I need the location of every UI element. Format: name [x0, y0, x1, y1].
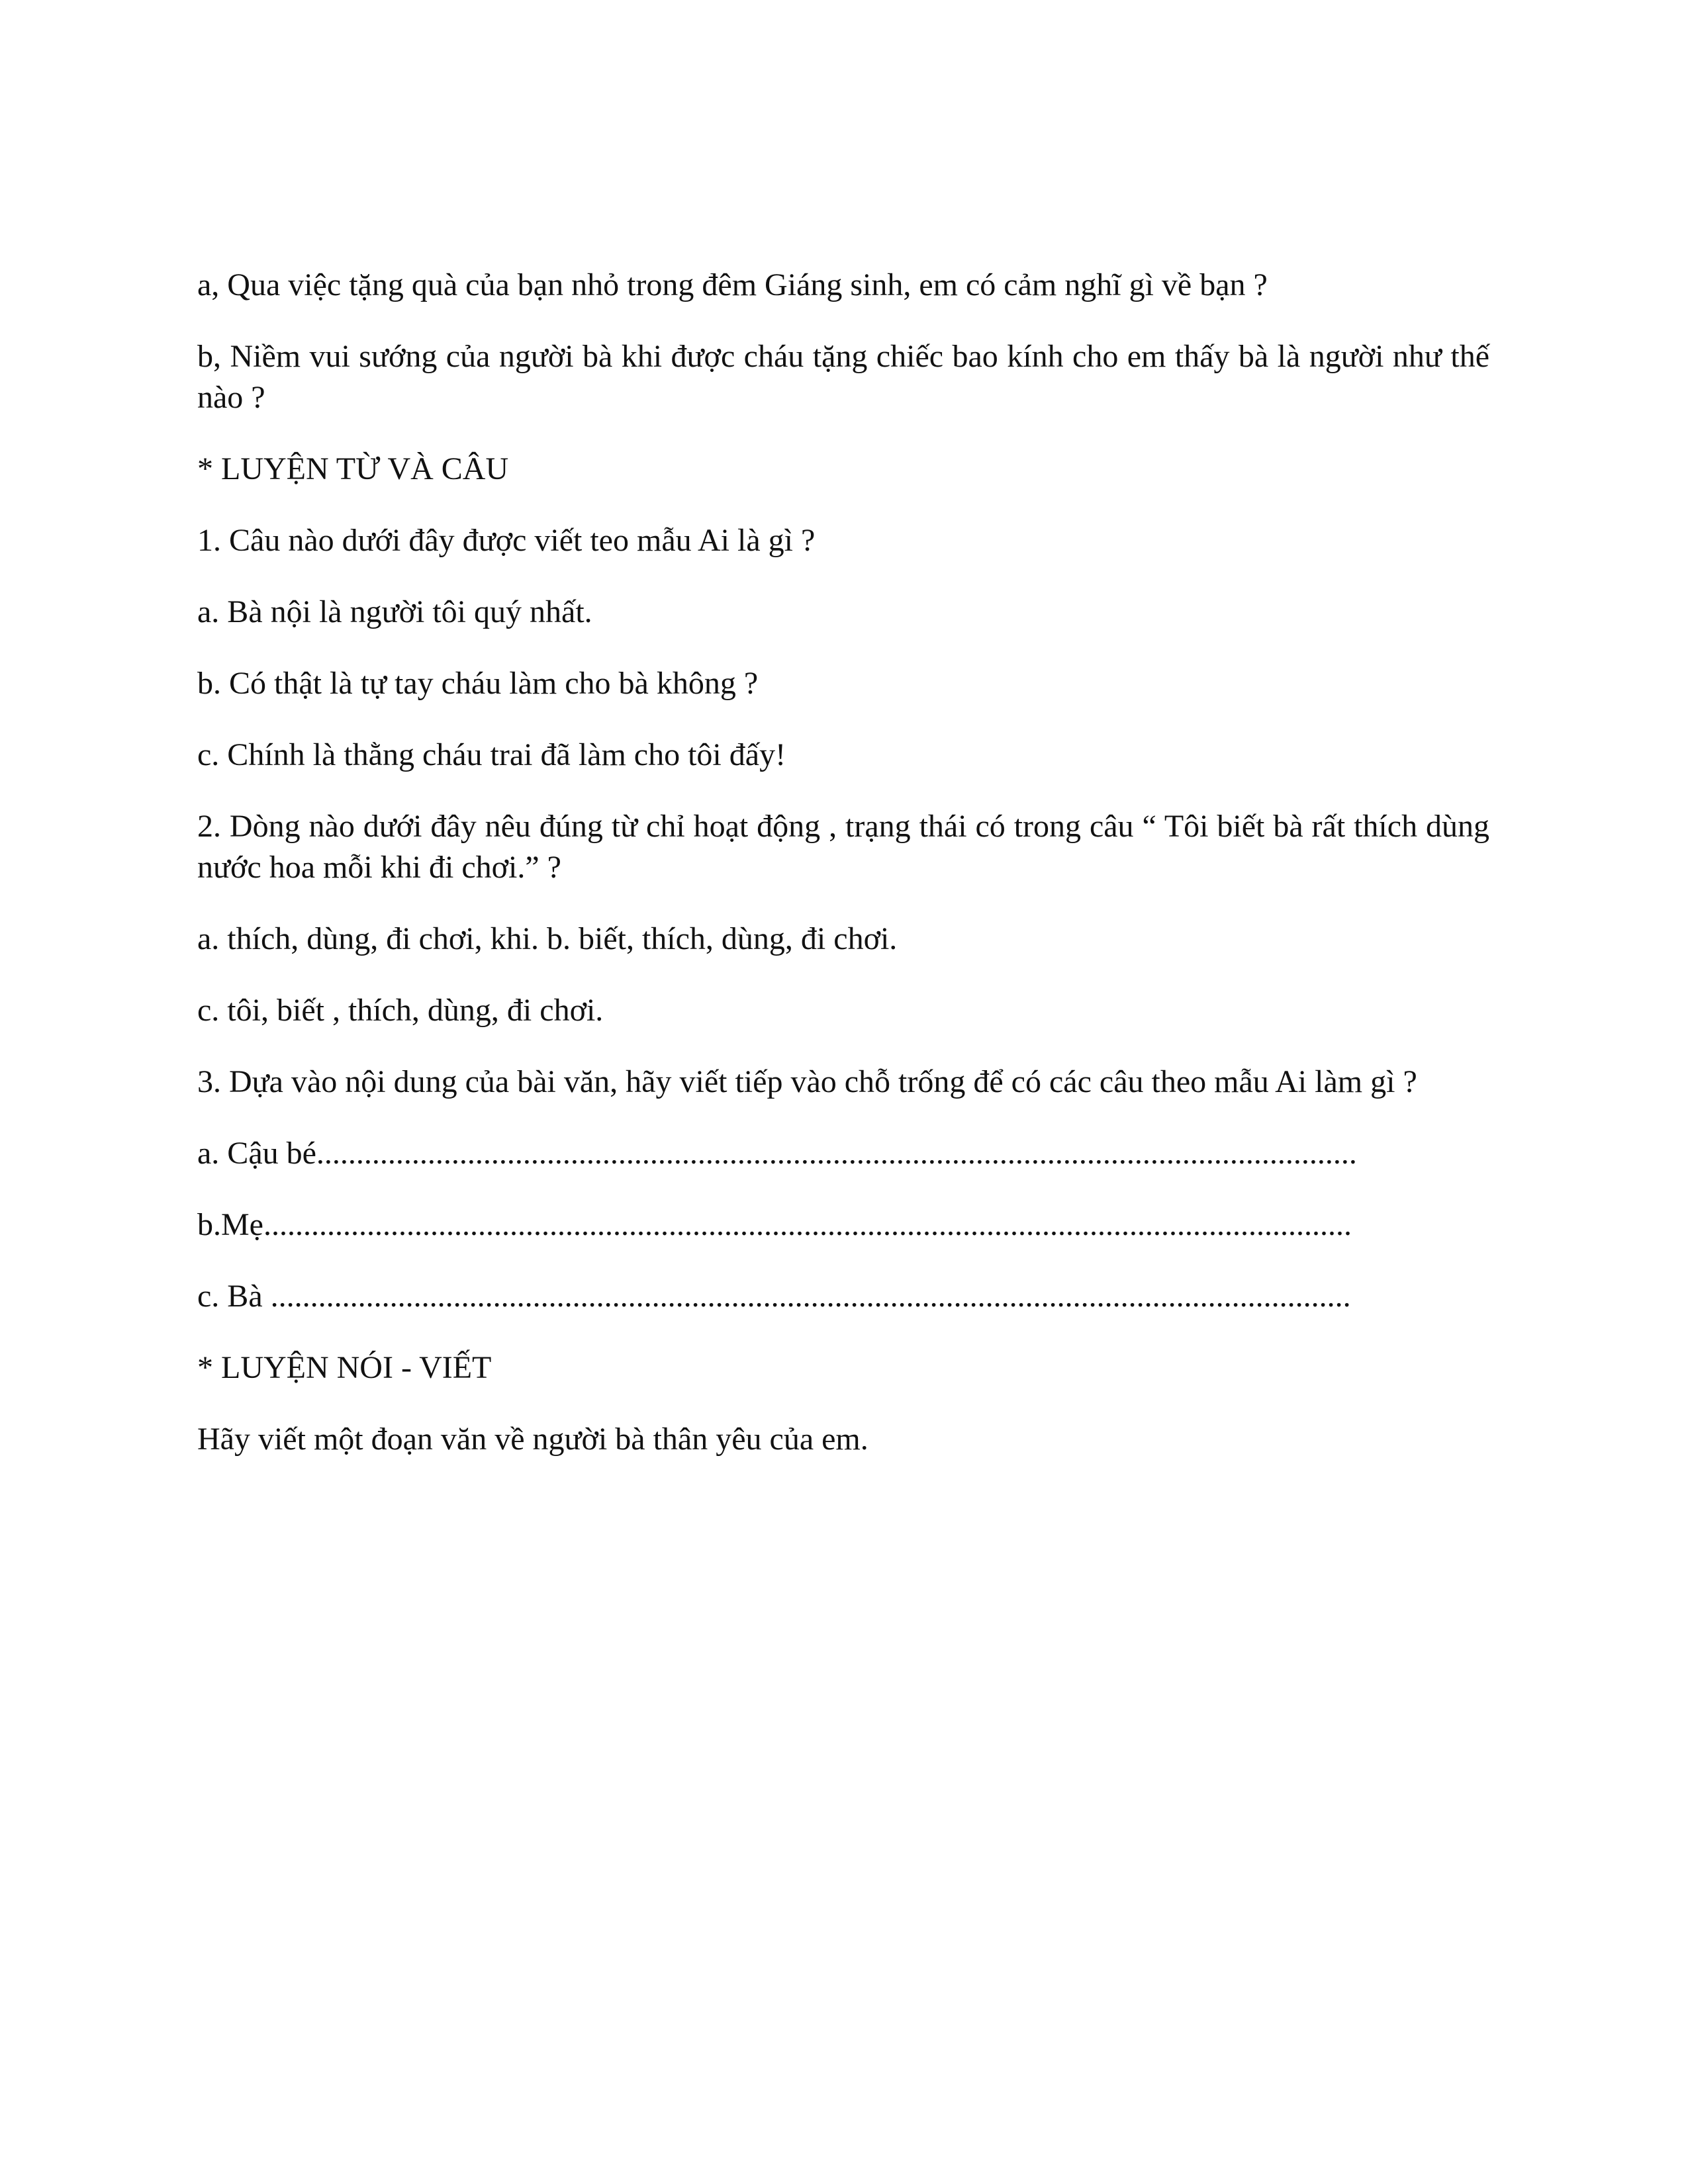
q3-blank-a: a. Cậu bé...................................................................................................................................: [197, 1136, 1357, 1171]
writing-prompt: Hãy viết một đoạn văn về người bà thân yêu của em.: [197, 1422, 868, 1457]
reading-question-a: a, Qua việc tặng quà của bạn nhỏ trong đêm Giáng sinh, em có cảm nghĩ gì về bạn ?: [197, 267, 1268, 302]
q1-option-b: b. Có thật là tự tay cháu làm cho bà không ?: [197, 666, 759, 701]
q2-option-c: c. tôi, biết , thích, dùng, đi chơi.: [197, 993, 604, 1028]
q1-option-c: c. Chính là thằng cháu trai đã làm cho tôi đấy!: [197, 737, 786, 772]
q3-blank-b: b.Mẹ.........................................................................................................................................: [197, 1207, 1352, 1242]
q2-option-ab: a. thích, dùng, đi chơi, khi. b. biết, thích, dùng, đi chơi.: [197, 921, 898, 956]
worksheet-page: [197, 265, 1497, 1490]
q3-blank-c: c. Bà ........................................................................................................................................: [197, 1279, 1351, 1314]
q1-prompt: 1. Câu nào dưới đây được viết teo mẫu Ai là gì ?: [197, 523, 816, 558]
writing-section-heading: * LUYỆN NÓI - VIẾT: [197, 1350, 492, 1385]
q3-prompt: 3. Dựa vào nội dung của bài văn, hãy viết tiếp vào chỗ trống để có các câu theo mẫu Ai làm gì ?: [197, 1064, 1417, 1099]
q2-prompt: 2. Dòng nào dưới đây nêu đúng từ chỉ hoạt động , trạng thái có trong câu “ Tôi biết bà rất thích dùng nước hoa mỗi khi đi chơi.” ?: [197, 809, 1497, 885]
reading-question-b: b, Niềm vui sướng của người bà khi được cháu tặng chiếc bao kính cho em thấy bà là người như thế nào ?: [197, 339, 1497, 415]
vocab-section-heading: * LUYỆN TỪ VÀ CÂU: [197, 451, 509, 486]
q1-option-a: a. Bà nội là người tôi quý nhất.: [197, 594, 592, 629]
